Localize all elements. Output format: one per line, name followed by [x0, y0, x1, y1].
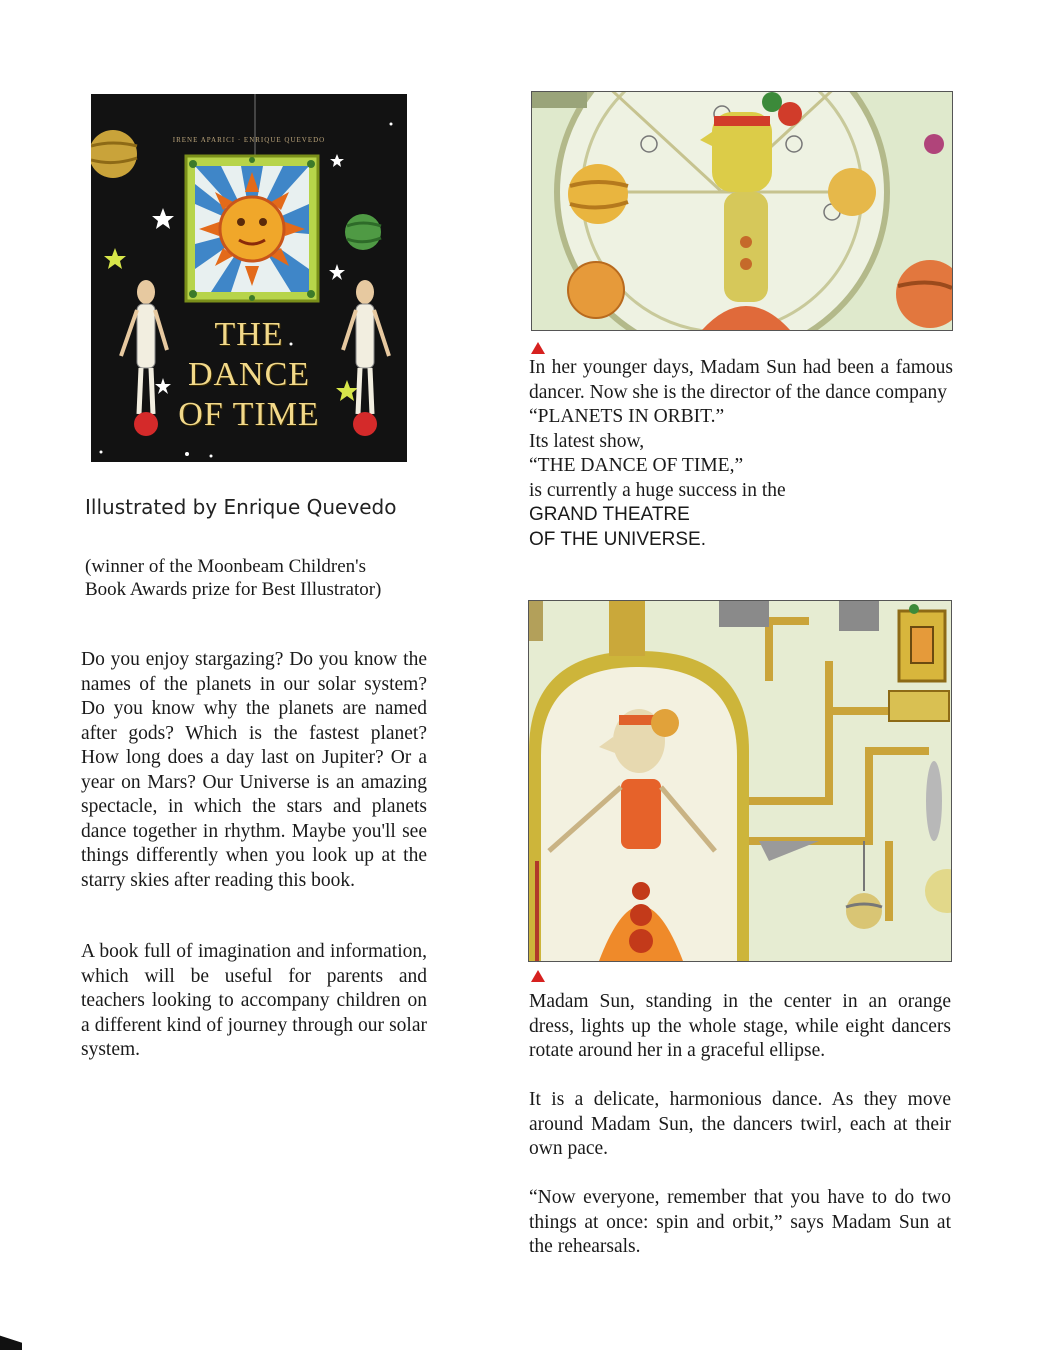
caption-4: “Now everyone, remember that you have to do two things at once: spin and orbit,” says Madam Sun at the rehearsals.: [529, 1187, 951, 1257]
caption-1-line-4: is currently a huge success in the: [529, 479, 786, 501]
intro-paragraph: Do you enjoy stargazing? Do you know the names of the planets in our solar system? Do you know why the planets are named after gods? Which is the fastest planet? How long does a day last on Jupiter? Or a year on Mars? Our Universe is an amazing spectacle, in which the stars and planets dance together in rhythm. Maybe you'll see things differently when you look up at the starry skies after reading this book.: [81, 649, 427, 891]
award-note: [85, 555, 435, 601]
cover-title-line-1: THE: [214, 316, 284, 353]
cover-title-line-3: OF TIME: [178, 396, 320, 433]
award-line-1: (winner of the Moonbeam Children's: [85, 556, 366, 577]
caption-1: [529, 356, 953, 552]
caption-3: It is a delicate, harmonious dance. As they move around Madam Sun, the dancers twirl, each at their own pace.: [529, 1089, 951, 1159]
illustrator-credit: Illustrated by Enrique Quevedo: [85, 495, 397, 519]
cover-authors: IRENE APARICI · ENRIQUE QUEVEDO: [172, 136, 326, 144]
pitch-paragraph: A book full of imagination and information, which will be useful for parents and teachers looking to accompany children on a different kind of journey through our solar system.: [81, 941, 427, 1060]
illustration-madam-sun-wheel: [531, 91, 953, 331]
green-planet-icon: [345, 214, 381, 250]
orange-planet-icon: [568, 262, 624, 318]
caption-marker-2: [531, 970, 545, 982]
caption-1-paragraph: In her younger days, Madam Sun had been a famous dancer. Now she is the director of the dance company: [529, 357, 953, 403]
book-cover: [91, 94, 407, 462]
caption-marker-1: [531, 342, 545, 354]
caption-1-show-name: “THE DANCE OF TIME,”: [529, 455, 744, 476]
yellow-planet-icon: [568, 164, 628, 224]
page-corner-mark: [0, 1332, 22, 1350]
caption-1-theatre-line-1: GRAND THEATRE: [529, 504, 690, 525]
sun-panel: [186, 156, 318, 301]
caption-1-theatre-line-2: OF THE UNIVERSE.: [529, 528, 707, 550]
cover-title-line-2: DANCE: [187, 356, 311, 393]
caption-2: Madam Sun, standing in the center in an orange dress, lights up the whole stage, while eight dancers rotate around her in a graceful ellipse.: [529, 991, 951, 1061]
caption-1-company-name: “PLANETS IN ORBIT.”: [529, 406, 725, 427]
caption-1-line-2: Its latest show,: [529, 430, 645, 452]
award-line-2: Book Awards prize for Best Illustrator): [85, 579, 382, 600]
illustration-madam-sun-stage: [528, 600, 952, 962]
